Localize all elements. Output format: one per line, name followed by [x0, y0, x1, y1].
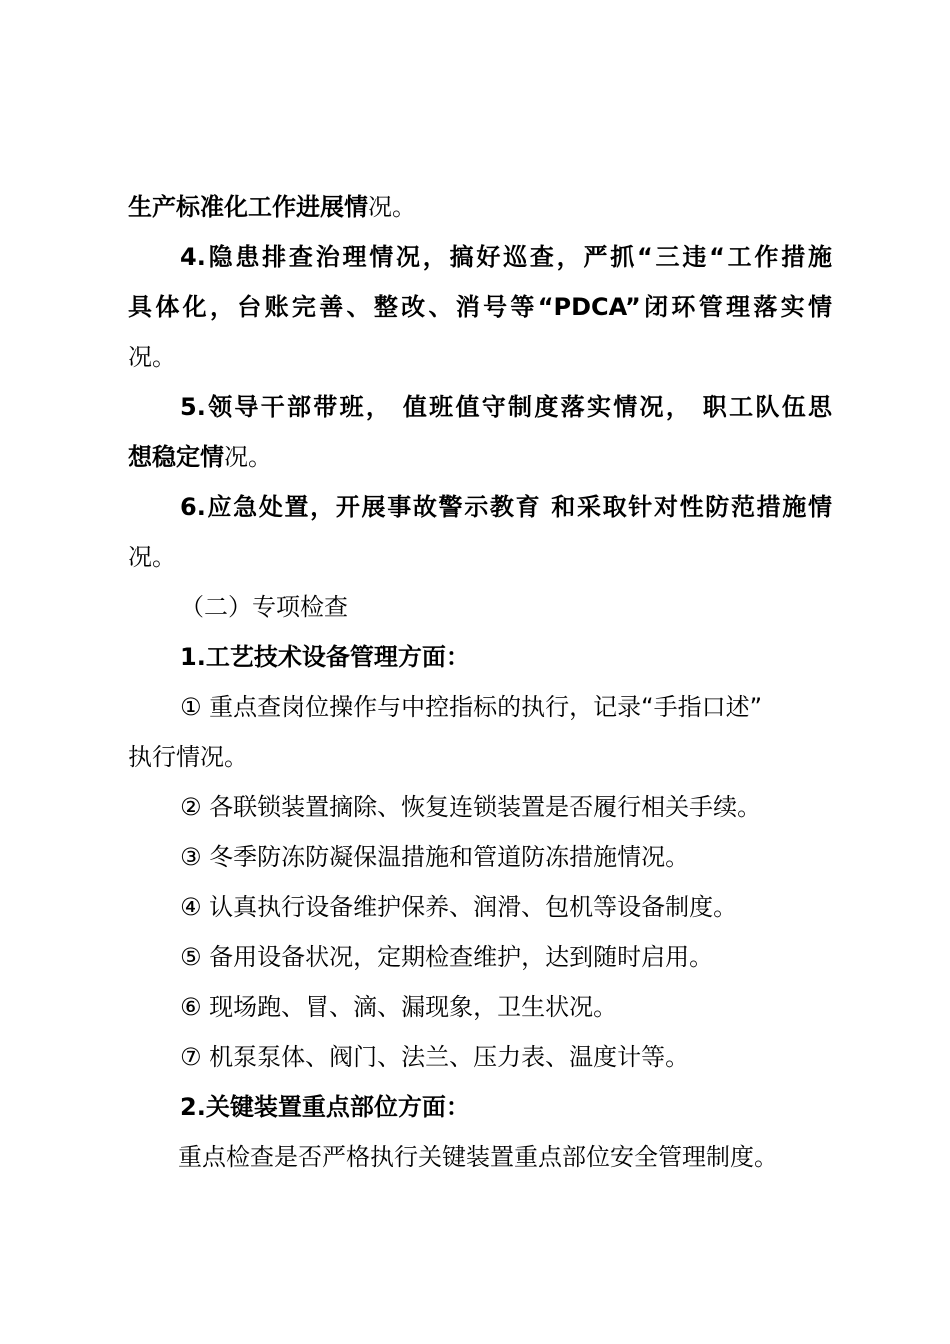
check-item-3: ③ 冬季防冻防凝保温措施和管道防冻措施情况。 [180, 843, 690, 871]
item-5-line-2 [128, 442, 272, 472]
item-4-line-2: 具体化，台账完善、整改、消号等“PDCA”闭环管理落实情 [128, 293, 832, 321]
section-heading-special: （二）专项检查 [180, 593, 348, 621]
check-item-5: ⑤ 备用设备状况，定期检查维护，达到随时启用。 [180, 943, 714, 971]
check-item-7: ⑦ 机泵泵体、阀门、法兰、压力表、温度计等。 [180, 1043, 690, 1071]
check-item-2: ② 各联锁装置摘除、恢复连锁装置是否履行相关手续。 [180, 793, 762, 821]
item-5-line-2-bold: 想稳定情 [128, 443, 224, 471]
check-item-6: ⑥ 现场跑、冒、滴、漏现象，卫生状况。 [180, 993, 618, 1021]
sub-heading-process-equipment: 1.工艺技术设备管理方面： [180, 643, 470, 671]
item-4-line-3: 况。 [128, 343, 176, 371]
item-3-tail [128, 192, 416, 222]
item-6-line-1: 6.应急处置，开展事故警示教育 和采取针对性防范措施情 [180, 493, 832, 521]
item-5-line-2-end: 况。 [224, 443, 272, 471]
check-item-1: ① 重点查岗位操作与中控指标的执行，记录“手指口述” [180, 693, 763, 721]
sub-heading-key-units: 2.关键装置重点部位方面： [180, 1093, 470, 1121]
item-5-line-1: 5.领导干部带班， 值班值守制度落实情况， 职工队伍思 [180, 393, 832, 421]
item-3-tail-end: 况。 [368, 193, 416, 221]
item-6-line-2: 况。 [128, 543, 176, 571]
item-4-line-1: 4.隐患排查治理情况，搞好巡查，严抓“三违“工作措施 [180, 243, 832, 271]
check-item-1-cont: 执行情况。 [128, 743, 248, 771]
check-item-4: ④ 认真执行设备维护保养、润滑、包机等设备制度。 [180, 893, 738, 921]
item-3-tail-bold: 生产标准化工作进展情 [128, 193, 368, 221]
key-units-text: 重点检查是否严格执行关键装置重点部位安全管理制度。 [178, 1143, 778, 1171]
